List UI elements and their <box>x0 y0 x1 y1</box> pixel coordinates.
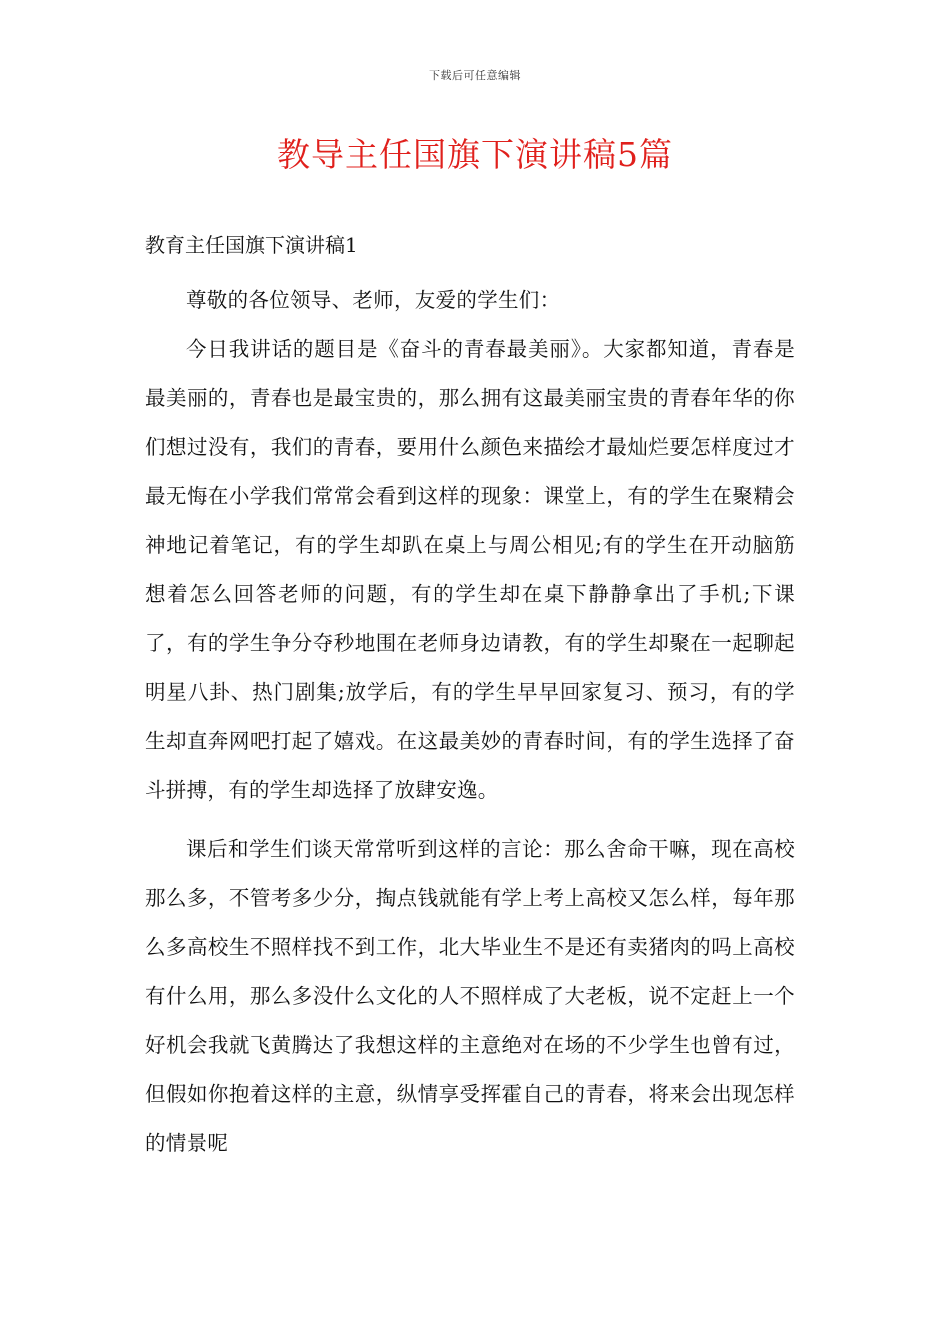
section-title: 教育主任国旗下演讲稿1 <box>145 233 358 257</box>
header-note: 下载后可任意编辑 <box>429 69 521 82</box>
document-body <box>145 226 795 1168</box>
paragraph-body-1: 今日我讲话的题目是《奋斗的青春最美丽》。大家都知道，青春是最美丽的，青春也是最宝贵的，那么拥有这最美丽宝贵的青春年华的你们想过没有，我们的青春，要用什么颜色来描绘才最灿烂要怎样度过才最无悔在小学我们常常会看到这样的现象：课堂上，有的学生在聚精会神地记着笔记，有的学生却趴在桌上与周公相见;有的学生在开动脑筋想着怎么回答老师的问题，有的学生却在桌下静静拿出了手机;下课了，有的学生争分夺秒地围在老师身边请教，有的学生却聚在一起聊起明星八卦、热门剧集;放学后，有的学生早早回家复习、预习，有的学生却直奔网吧打起了嬉戏。在这最美妙的青春时间，有的学生选择了奋斗拼搏，有的学生却选择了放肆安逸。 <box>145 337 795 802</box>
paragraph-greeting: 尊敬的各位领导、老师，友爱的学生们： <box>186 288 561 312</box>
document-title: 教导主任国旗下演讲稿5篇 <box>277 135 673 174</box>
paragraph-body-2: 课后和学生们谈天常常听到这样的言论：那么舍命干嘛，现在高校那么多，不管考多少分，掏点钱就能有学上考上高校又怎么样，每年那么多高校生不照样找不到工作，北大毕业生不是还有卖猪肉的吗上高校有什么用，那么多没什么文化的人不照样成了大老板，说不定赶上一个好机会我就飞黄腾达了我想这样的主意绝对在场的不少学生也曾有过，但假如你抱着这样的主意，纵情享受挥霍自己的青春，将来会出现怎样的情景呢 <box>145 837 795 1155</box>
